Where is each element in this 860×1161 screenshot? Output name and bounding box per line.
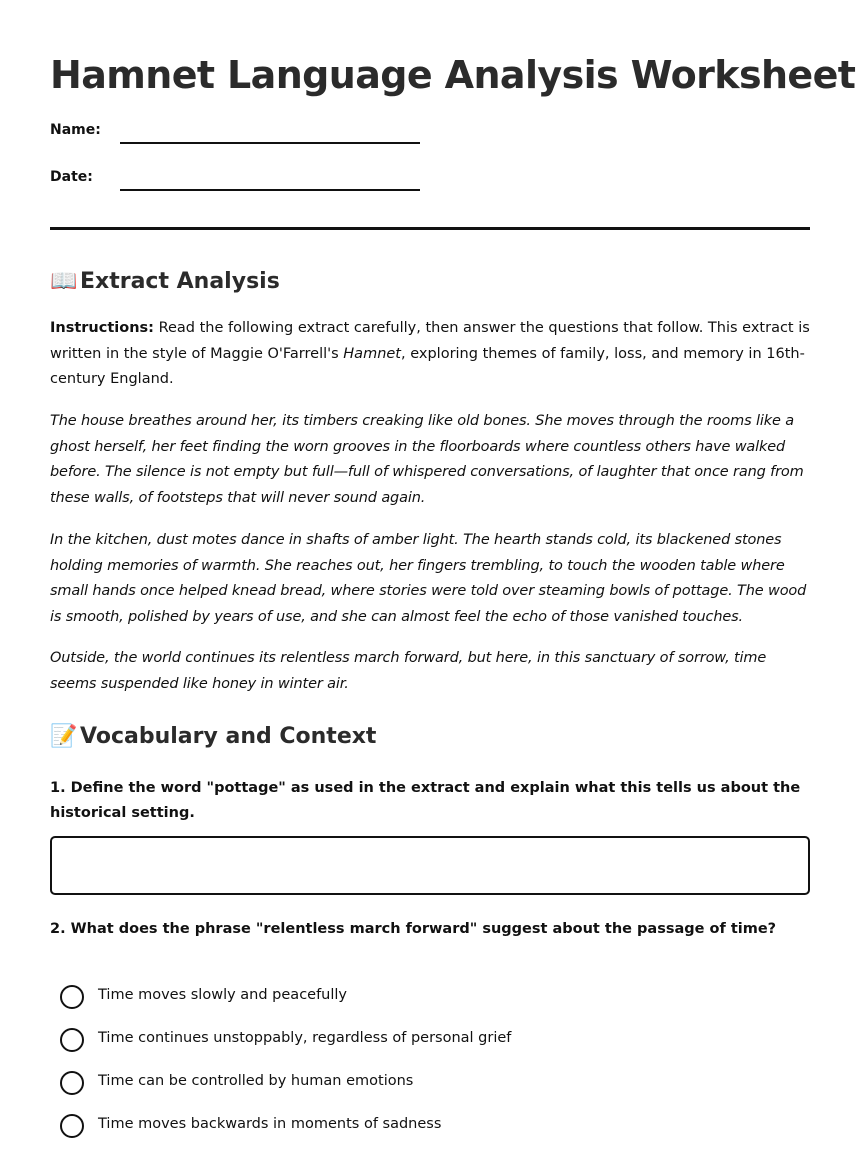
date-field[interactable] bbox=[120, 189, 420, 191]
instructions-label: Instructions: bbox=[50, 320, 154, 336]
memo-pencil-icon: 📝 bbox=[50, 724, 78, 749]
instructions-paragraph bbox=[50, 316, 810, 393]
question-2-option-3[interactable] bbox=[60, 1071, 760, 1097]
extract-paragraph-3: Outside, the world continues its relentless march forward, but here, in this sanctuary of sorrow, time seems suspended like honey in winter air. bbox=[50, 650, 767, 692]
instructions-text-2: , exploring themes of family, loss, and memory in 16th-century England. bbox=[50, 345, 805, 387]
question-1-answer-box[interactable] bbox=[50, 836, 810, 895]
vocabulary-heading-text: Vocabulary and Context bbox=[80, 724, 377, 749]
extract-paragraph-2: In the kitchen, dust motes dance in shafts of amber light. The hearth stands cold, its blackened stones holding memories of warmth. She reaches out, her fingers trembling, to touch the wooden table where small hands once helped knead bread, where stories were told over steaming bowls of pottage. The wood is smooth, polished by years of use, and she can almost feel the echo of those vanished touches. bbox=[50, 532, 807, 625]
name-label: Name: bbox=[50, 122, 101, 138]
option-label: Time can be controlled by human emotions bbox=[98, 1073, 414, 1089]
radio-button[interactable] bbox=[60, 985, 84, 1009]
question-2: 2. What does the phrase "relentless march forward" suggest about the passage of time? bbox=[50, 921, 777, 937]
question-2-option-1[interactable] bbox=[60, 985, 760, 1011]
extract-analysis-heading bbox=[50, 267, 280, 297]
question-1: 1. Define the word "pottage" as used in the extract and explain what this tells us about the historical setting. bbox=[50, 780, 801, 821]
vocabulary-heading bbox=[50, 722, 376, 752]
name-field[interactable] bbox=[120, 142, 420, 144]
radio-button[interactable] bbox=[60, 1071, 84, 1095]
radio-button[interactable] bbox=[60, 1114, 84, 1138]
radio-button[interactable] bbox=[60, 1028, 84, 1052]
question-2-option-2[interactable] bbox=[60, 1028, 760, 1054]
date-field-row bbox=[50, 169, 450, 193]
option-label: Time moves backwards in moments of sadness bbox=[98, 1116, 442, 1132]
instructions-text-1: Read the following extract carefully, then answer the questions that follow. This extract is written in the style of Maggie O'Farrell's bbox=[50, 320, 810, 362]
open-book-icon: 📖 bbox=[50, 269, 78, 294]
date-label: Date: bbox=[50, 169, 93, 185]
name-field-row bbox=[50, 122, 450, 146]
option-label: Time moves slowly and peacefully bbox=[98, 987, 348, 1003]
extract-heading-text: Extract Analysis bbox=[80, 269, 280, 294]
page-title: Hamnet Language Analysis Worksheet bbox=[50, 53, 856, 97]
option-label: Time continues unstoppably, regardless of personal grief bbox=[98, 1030, 512, 1046]
extract-paragraph-1: The house breathes around her, its timbers creaking like old bones. She moves through the rooms like a ghost herself, her feet finding the worn grooves in the floorboards where countless others have walked before. The silence is not empty but full—full of whispered conversations, of laughter that once rang from these walls, of footsteps that will never sound again. bbox=[50, 413, 804, 506]
section-divider bbox=[50, 227, 810, 230]
instructions-book-title: Hamnet bbox=[343, 345, 401, 362]
question-2-option-4[interactable] bbox=[60, 1114, 760, 1140]
